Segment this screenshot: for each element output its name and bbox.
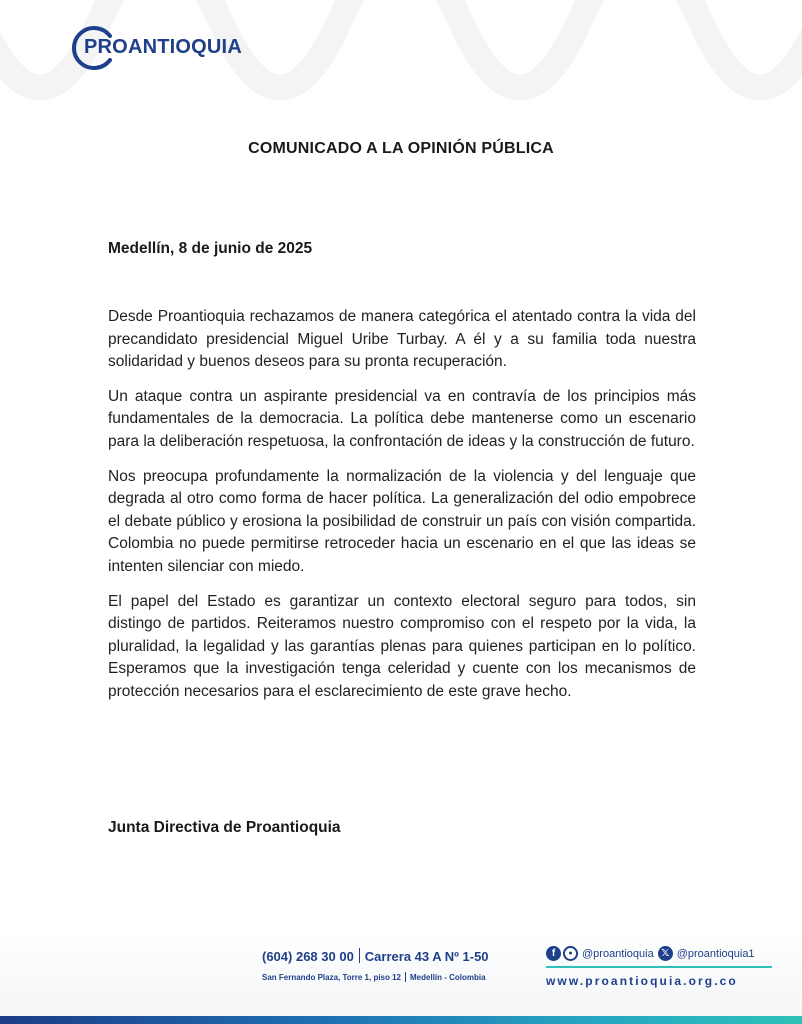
divider <box>359 948 360 963</box>
x-icon[interactable]: 𝕏 <box>658 946 673 961</box>
social-handle-x[interactable]: @proantioquia1 <box>676 947 755 960</box>
footer-address: Carrera 43 A Nº 1-50 <box>364 949 489 964</box>
footer-color-bar <box>0 1016 802 1024</box>
paragraph: El papel del Estado es garantizar un contexto electoral seguro para todos, sin distingo de partidos. Reiteramos nuestro compromiso con el respeto por la vida, la pluralidad, la legalidad y las garantías plenas para quienes participan en lo político. Esperamos que la investigación tenga celeridad y cuente con los mecanismos de protección necesarios para el esclarecimiento de este grave hecho. <box>108 592 696 700</box>
footer-social <box>546 946 772 988</box>
website-link[interactable]: www.proantioquia.org.co <box>546 974 738 988</box>
divider <box>405 972 406 982</box>
paragraph: Un ataque contra un aspirante presidencial va en contravía de los principios más fundamentales de la democracia. La política debe mantenerse como un escenario para la deliberación respetuosa, la confrontación de ideas y la construcción de futuro. <box>108 387 696 450</box>
document-title: COMUNICADO A LA OPINIÓN PÚBLICA <box>248 140 554 157</box>
logo-text: PROANTIOQUIA <box>84 36 242 58</box>
footer-city: Medellín - Colombia <box>410 973 486 982</box>
paragraph: Nos preocupa profundamente la normalización de la violencia y del lenguaje que degrada al otro como forma de hacer política. La generalización del odio empobrece el debate público y erosiona la posibilidad de construir un país con visión compartida. Colombia no puede permitirse retroceder hacia un escenario en el que las ideas se intenten silenciar con miedo. <box>108 467 696 575</box>
signature: Junta Directiva de Proantioquia <box>108 819 341 836</box>
footer-contact <box>262 948 489 982</box>
proantioquia-logo <box>70 24 242 72</box>
instagram-icon[interactable]: ● <box>563 946 578 961</box>
facebook-icon[interactable]: f <box>546 946 561 961</box>
paragraph: Desde Proantioquia rechazamos de manera categórica el atentado contra la vida del precandidato presidencial Miguel Uribe Turbay. A él y a su familia toda nuestra solidaridad y buenos deseos para su pronta recuperación. <box>108 308 696 371</box>
document-body <box>108 306 696 716</box>
divider <box>546 966 772 968</box>
document-date: Medellín, 8 de junio de 2025 <box>108 240 313 257</box>
footer-phone: (604) 268 30 00 <box>262 949 354 964</box>
footer-building: San Fernando Plaza, Torre 1, piso 12 <box>262 973 402 982</box>
social-handle-proantioquia[interactable]: @proantioquia <box>582 947 654 960</box>
